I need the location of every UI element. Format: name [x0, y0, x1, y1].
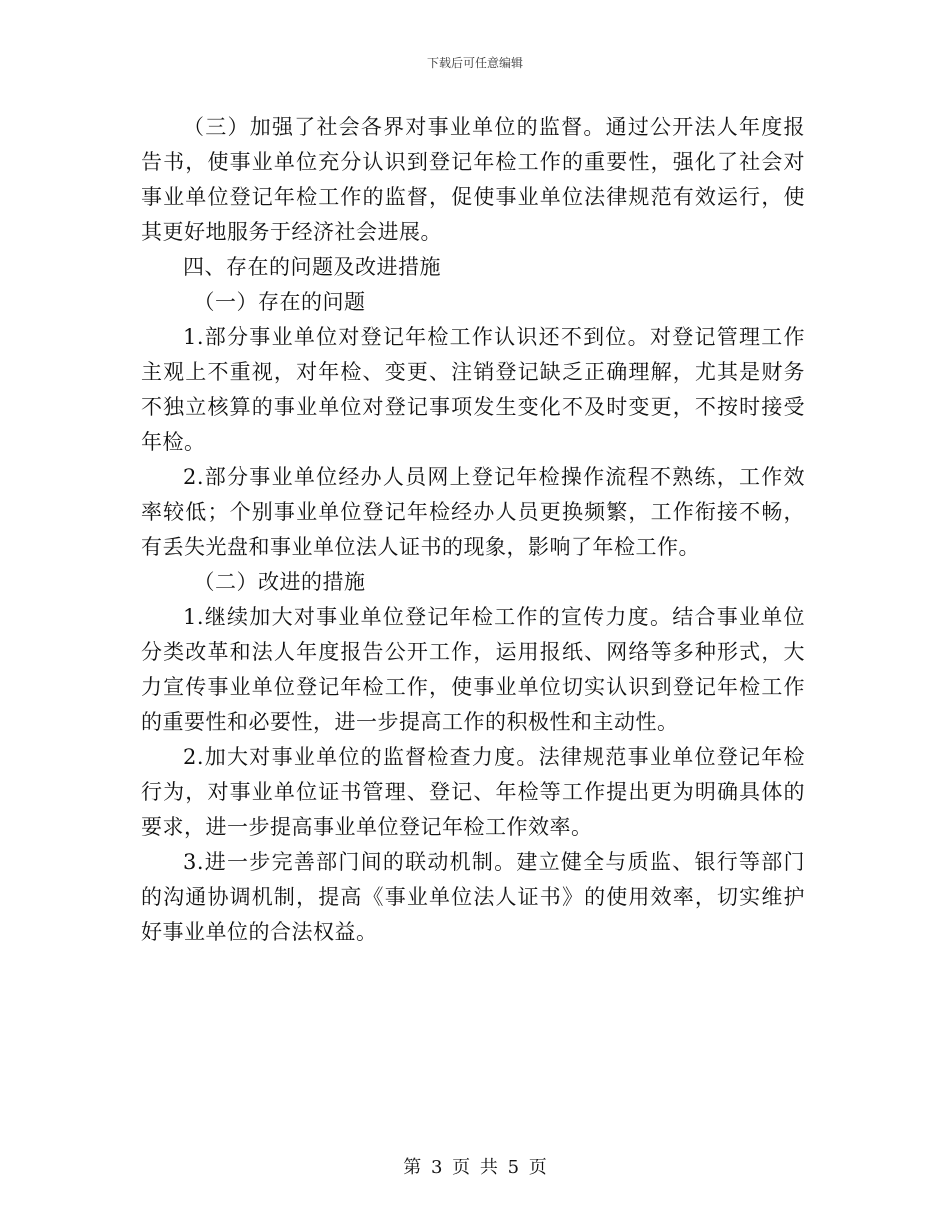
paragraph-problem-1: 1.部分事业单位对登记年检工作认识还不到位。对登记管理工作主观上不重视，对年检、变更、注销登记缺乏正确理解，尤其是财务不独立核算的事业单位对登记事项发生变化不及时变更，不按时接受年检。: [141, 325, 805, 454]
paragraph-measure-3: 3.进一步完善部门间的联动机制。建立健全与质监、银行等部门的沟通协调机制，提高《事业单位法人证书》的使用效率，切实维护好事业单位的合法权益。: [141, 850, 805, 944]
page-number-footer: 第 3 页 共 5 页: [403, 1157, 547, 1178]
paragraph-measure-1: 1.继续加大对事业单位登记年检工作的宣传力度。结合事业单位分类改革和法人年度报告公开工作，运用报纸、网络等多种形式，大力宣传事业单位登记年检工作，使事业单位切实认识到登记年检工作的重要性和必要性，进一步提高工作的积极性和主动性。: [141, 605, 805, 734]
document-body: [141, 110, 805, 950]
page-header-note: 下载后可任意编辑: [426, 56, 523, 70]
paragraph-problem-2: 2.部分事业单位经办人员网上登记年检操作流程不熟练，工作效率较低；个别事业单位登记年检经办人员更换频繁，工作衔接不畅，有丢失光盘和事业单位法人证书的现象，影响了年检工作。: [141, 465, 805, 559]
paragraph-supervision: （三）加强了社会各界对事业单位的监督。通过公开法人年度报告书，使事业单位充分认识到登记年检工作的重要性，强化了社会对事业单位登记年检工作的监督，促使事业单位法律规范有效运行，使其更好地服务于经济社会进展。: [141, 115, 805, 244]
subsection-heading-measures: （二）改进的措施: [193, 570, 366, 594]
section-heading-problems-measures: 四、存在的问题及改进措施: [183, 255, 441, 279]
subsection-heading-problems: （一）存在的问题: [193, 290, 366, 314]
paragraph-measure-2: 2.加大对事业单位的监督检查力度。法律规范事业单位登记年检行为，对事业单位证书管理、登记、年检等工作提出更为明确具体的要求，进一步提高事业单位登记年检工作效率。: [141, 745, 805, 839]
